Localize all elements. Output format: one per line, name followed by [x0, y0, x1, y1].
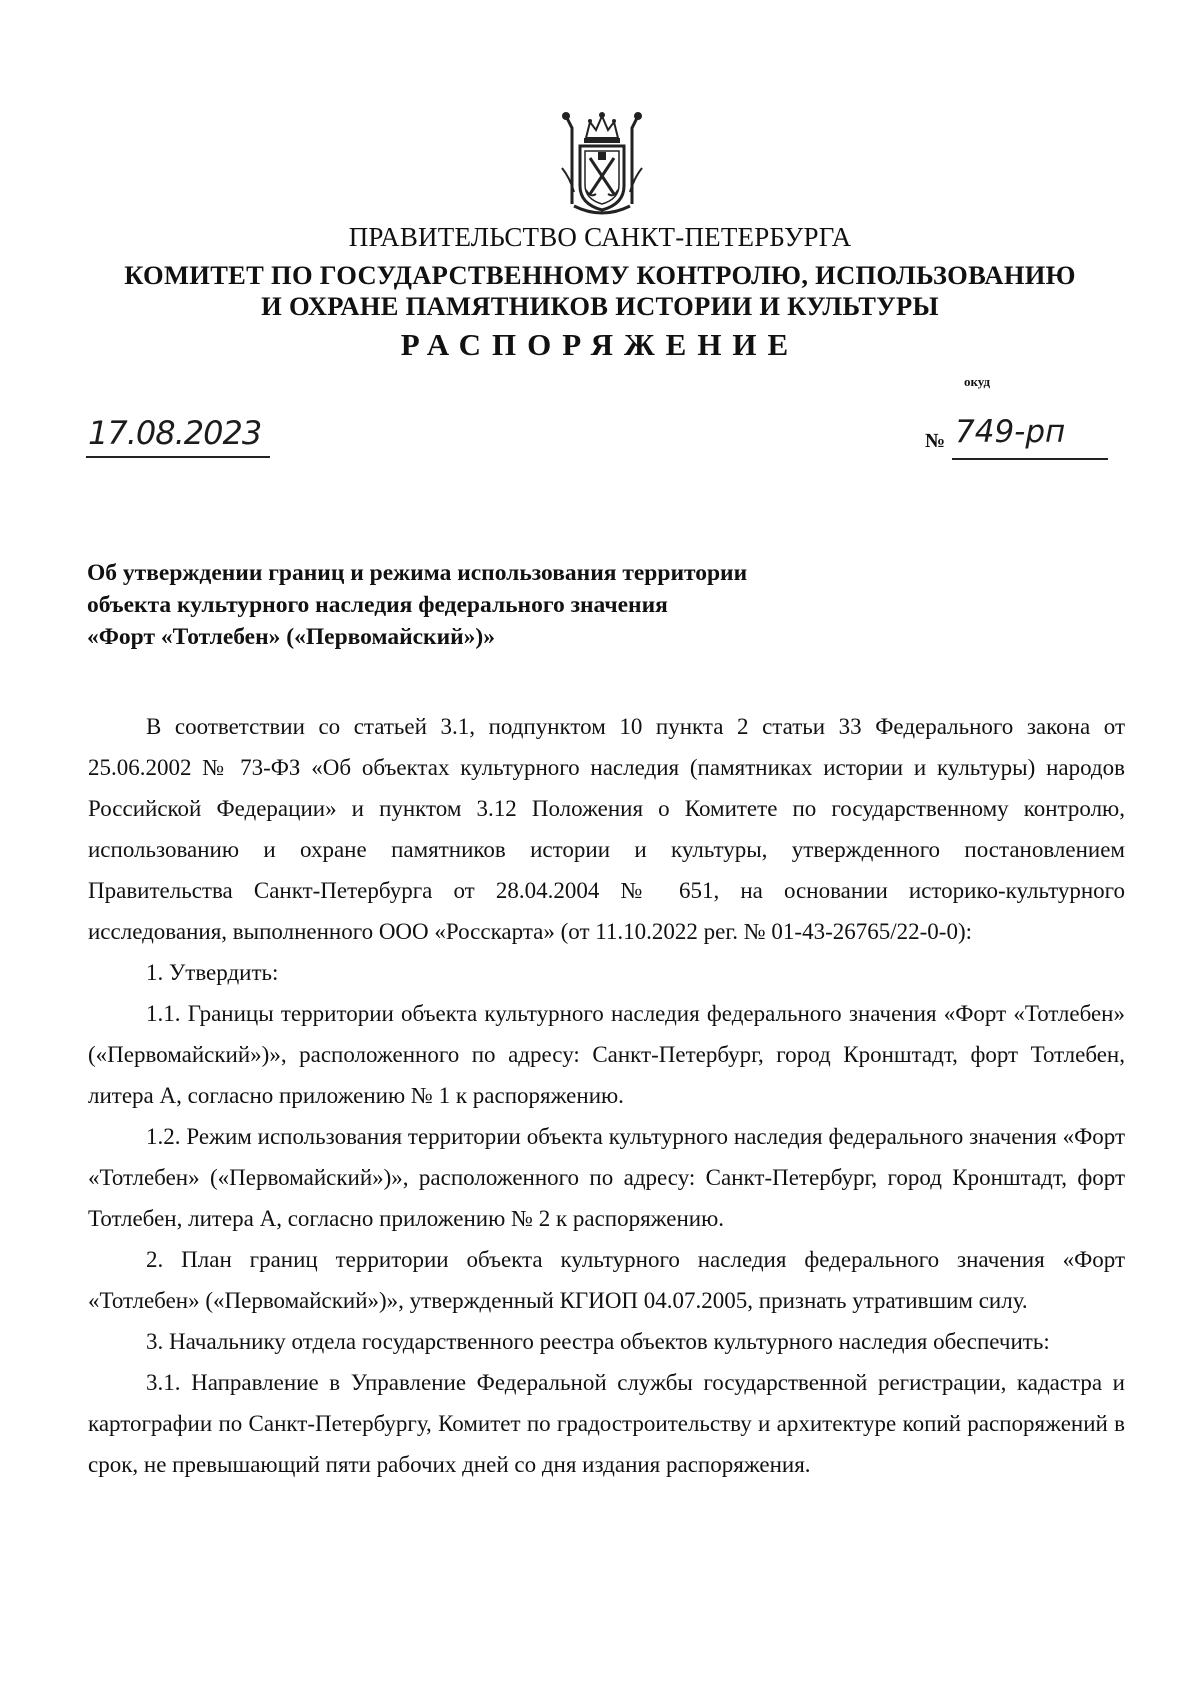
date-underline	[86, 456, 270, 458]
item-2-paragraph: 2. План границ территории объекта культурного наследия федерального значения «Форт «Тотлебен» («Первомайский»)», утвержденный КГИОП 04.07.2005, признать утратившим силу.	[88, 1247, 1125, 1313]
okud-label: окуд	[964, 374, 991, 389]
committee-title-line-1: КОМИТЕТ ПО ГОСУДАРСТВЕННОМУ КОНТРОЛЮ, ИСПОЛЬЗОВАНИЮ	[124, 260, 1076, 290]
item-3-paragraph: 3. Начальнику отдела государственного реестра объектов культурного наследия обеспечить:	[146, 1329, 1050, 1354]
document-date: 17.08.2023	[88, 414, 262, 452]
item-1-2-paragraph: 1.2. Режим использования территории объекта культурного наследия федерального значения «Форт «Тотлебен» («Первомайский»)», расположенного по адресу: Санкт-Петербург, город Кронштадт, форт Тотлебен, литера А, согласно приложению № 2 к распоряжению.	[88, 1124, 1125, 1231]
item-1-1-paragraph: 1.1. Границы территории объекта культурного наследия федерального значения «Форт «Тотлебен» («Первомайский»)», расположенного по адресу: Санкт-Петербург, город Кронштадт, форт Тотлебен, литера А, согласно приложению № 1 к распоряжению.	[88, 1001, 1125, 1108]
document-number: 749-рп	[955, 414, 1066, 450]
item-1-paragraph: 1. Утвердить:	[146, 960, 279, 985]
subject-line-2: объекта культурного наследия федерального значения	[87, 592, 668, 618]
committee-title-line-2: И ОХРАНЕ ПАМЯТНИКОВ ИСТОРИИ И КУЛЬТУРЫ	[261, 291, 939, 321]
subject-line-1: Об утверждении границ и режима использования территории	[87, 560, 748, 586]
preamble-paragraph: В соответствии со статьей 3.1, подпунктом 10 пункта 2 статьи 33 Федерального закона от 25.06.2002 № 73-ФЗ «Об объектах культурного наследия (памятниках истории и культуры) народов Российской Федерации» и пунктом 3.12 Положения о Комитете по государственному контролю, использованию и охране памятников истории и культуры, утвержденного постановлением Правительства Санкт-Петербурга от 28.04.2004 № 651, на основании историко-культурного исследования, выполненного ООО «Росскарта» (от 11.10.2022 рег. № 01-43-26765/22-0-0):	[88, 714, 1125, 944]
document-body	[88, 706, 1125, 1485]
coat-of-arms-icon	[552, 108, 652, 218]
subject-line-3: «Форт «Тотлебен» («Первомайский»)»	[87, 624, 495, 650]
item-3-1-paragraph: 3.1. Направление в Управление Федеральной службы государственной регистрации, кадастра и картографии по Санкт-Петербургу, Комитет по градостроительству и архитектуре копий распоряжений в срок, не превышающий пяти рабочих дней со дня издания распоряжения.	[88, 1370, 1125, 1477]
number-sign: №	[925, 430, 946, 452]
document-type-title: РАСПОРЯЖЕНИЕ	[400, 327, 800, 362]
government-title: ПРАВИТЕЛЬСТВО САНКТ-ПЕТЕРБУРГА	[348, 222, 852, 252]
document-subject	[87, 557, 807, 653]
number-underline	[952, 458, 1108, 460]
